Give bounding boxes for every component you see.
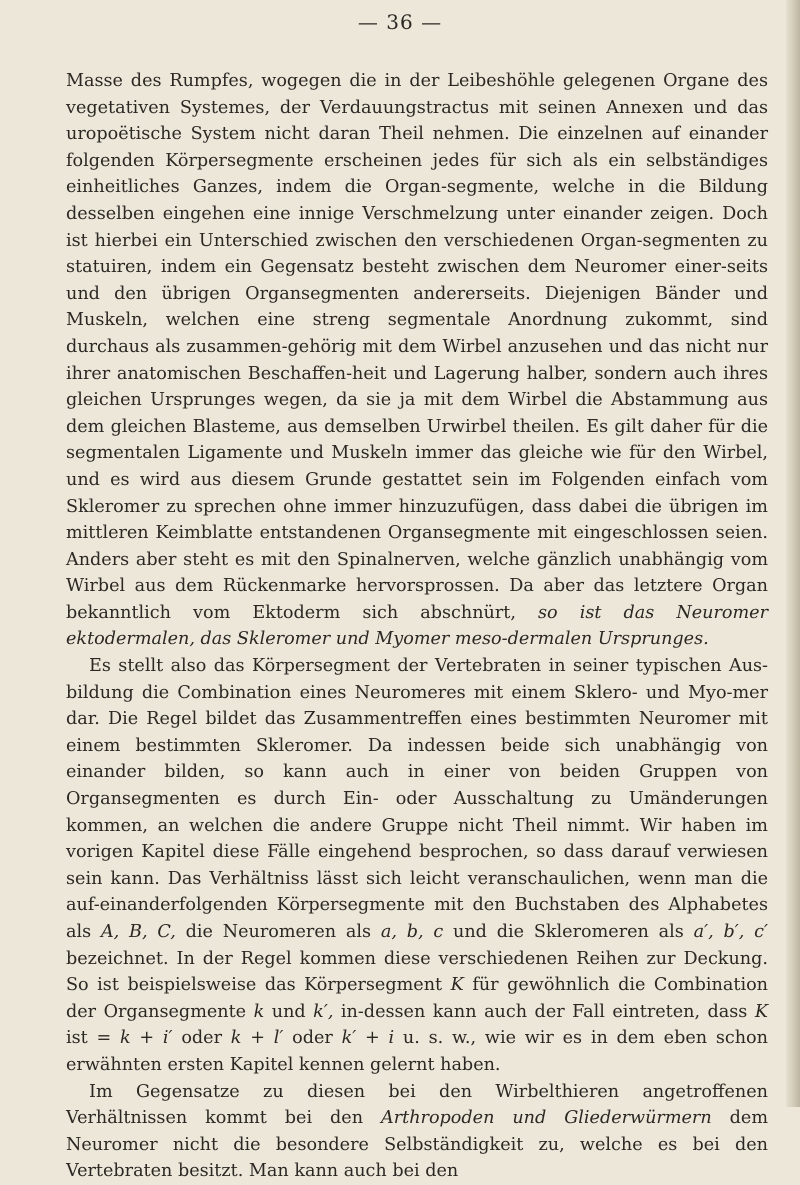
text-span: u. s. w., wie wir es in dem eben schon erwähnten ersten Kapitel kennen gelernt haben. [66,1028,768,1075]
paragraph [66,653,768,1079]
italic-text-span: k + i′ [120,1028,173,1049]
paragraph [66,68,768,653]
italic-text-span: k′, [313,1001,334,1022]
italic-text-span: k′ + i [341,1028,395,1049]
italic-text-span: k + l′ [230,1028,284,1049]
text-span: dem Neuromer nicht die besondere Selbständigkeit zu, welche es bei den Vertebraten besitzt. Man kann auch bei den [66,1108,769,1182]
paragraph [66,1079,768,1185]
italic-text-span: Arthropoden und Gliederwürmern [381,1108,712,1129]
text-span: und [264,1001,314,1022]
italic-text-span: so ist das Neuromer ektodermalen, das Skleromer und Myomer meso-dermalen Ursprunges. [66,602,768,650]
text-span: für gewöhnlich die Combination der Organsegmente [66,975,769,1022]
page-number: — 36 — [357,10,443,34]
italic-text-span: a′, b′, c′ [693,922,768,942]
italic-text-span: a, b, c [380,922,444,942]
text-span: Masse des Rumpfes, wogegen die in der Leibeshöhle gelegenen Organe des vegetativen Systemes, der Verdauungstractus mit seinen Annexen und das uropoëtische System nicht daran Theil nehmen. Die einzelnen auf einander folgenden Körpersegmente erscheinen jedes für sich als ein selbständiges einheitliches Ganzes, indem die Organ-segmente, welche in die Bildung desselben eingehen eine innige Verschmelzung unter einander zeigen. Doch ist hierbei ein Unterschied zwischen den verschiedenen Organ-segmenten zu statuiren, indem ein Gegensatz besteht zwischen dem Neuromer einer-seits und den übrigen Organsegmenten andererseits. Diejenigen Bänder und Muskeln, welchen eine streng segmentale Anordnung zukommt, sind durchaus als zusammen-gehörig mit dem Wirbel anzusehen und das nicht nur ihrer anatomischen Beschaffen-heit und Lagerung halber, sondern auch ihres gleichen Ursprunges wegen, da sie ja mit dem Wirbel die Abstammung aus dem gleichen Blasteme, aus demselben Urwirbel theilen. Es gilt daher für die segmentalen Ligamente und Muskeln immer das gleiche wie für den Wirbel, und es wird aus diesem Grunde gestattet sein im Folgenden einfach vom Skleromer zu sprechen ohne immer hinzuzufügen, dass dabei die übrigen im mittleren Keimblatte entstandenen Organsegmente mit eingeschlossen seien. Anders aber steht es mit den Spinalnerven, welche gänzlich unabhängig vom Wirbel aus dem Rückenmarke hervorsprossen. Da aber das letztere Organ bekanntlich vom Ektoderm sich abschnürt, [66,71,768,623]
text-span: oder [172,1028,231,1049]
italic-text-span: A, B, C, [100,922,176,942]
italic-text-span: K [754,1001,768,1022]
text-span: ist = [66,1028,120,1049]
text-span: die Neuromeren als [175,922,381,942]
italic-text-span: K [450,975,464,996]
body-text [66,68,768,1185]
italic-text-span: k [253,1001,265,1022]
text-span: in-dessen kann auch der Fall eintreten, dass [333,1001,755,1022]
page-edge-shadow [786,0,800,1107]
text-span: und die Skleromeren als [443,922,694,942]
text-span: oder [283,1028,342,1049]
text-span: Es stellt also das Körpersegment der Vertebraten in seiner typischen Aus-bildung die Combination eines Neuromeres mit einem Sklero- und Myo-mer dar. Die Regel bildet das Zusammentreffen eines bestimmten Neuromer mit einem bestimmten Skleromer. Da indessen beide sich unabhängig von einander bilden, so kann auch in einer von beiden Gruppen von Organsegmenten es durch Ein- oder Ausschaltung zu Umänderungen kommen, an welchen die andere Gruppe nicht Theil nimmt. Wir haben im vorigen Kapitel diese Fälle eingehend besprochen, so dass darauf verwiesen sein kann. Das Verhältniss lässt sich leicht veranschaulichen, wenn man die auf-einanderfolgenden Körpersegmente mit den Buchstaben des Alphabetes als [66,656,768,942]
text-span: bezeichnet. In der Regel kommen diese verschiedenen Reihen zur Deckung. So ist beispielsweise das Körpersegment [66,948,768,996]
text-span: Im Gegensatze zu diesen bei den Wirbelthieren angetroffenen Verhältnissen kommt bei den [66,1081,768,1129]
